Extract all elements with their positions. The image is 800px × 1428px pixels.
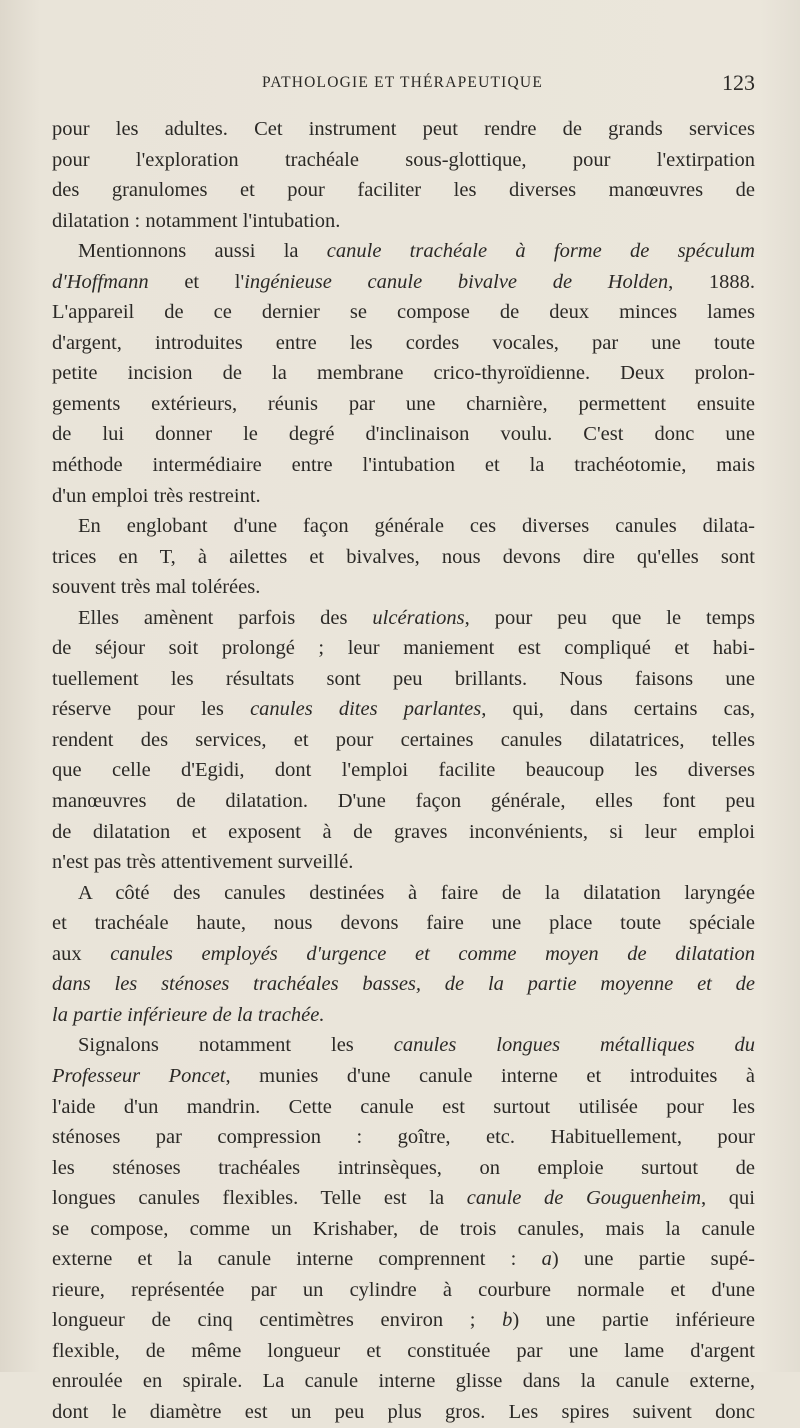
text-line xyxy=(52,572,755,603)
italic-text: ulcérations xyxy=(372,606,465,629)
page-number: 123 xyxy=(722,70,755,95)
text-line xyxy=(52,755,755,786)
text-run: , pour peu que le temps xyxy=(464,606,755,629)
page-header xyxy=(50,70,755,102)
text-line xyxy=(52,267,755,298)
italic-text: canules employés d'urgence et comme moyen de dilatation xyxy=(110,942,755,965)
text-run: , 1888. xyxy=(668,270,756,293)
text-run: externe et la canule interne comprennent : xyxy=(52,1248,542,1271)
text-run: de lui donner le degré d'inclinaison voulu. C'est donc une xyxy=(52,423,755,446)
text-run: d'argent, introduites entre les cordes vocales, par une toute xyxy=(52,331,755,354)
text-run: gements extérieurs, réunis par une charnière, permettent ensuite xyxy=(52,392,755,415)
text-line xyxy=(52,664,755,695)
text-line xyxy=(52,1244,755,1275)
text-run: Elles amènent parfois des xyxy=(78,606,373,629)
italic-text: canule de Gouguenheim xyxy=(466,1187,702,1210)
text-line xyxy=(52,847,755,878)
text-line xyxy=(52,236,755,267)
text-line xyxy=(52,1061,755,1092)
italic-text: a xyxy=(541,1248,552,1271)
text-run: et l' xyxy=(148,270,245,293)
text-line xyxy=(52,297,755,328)
text-run: A côté des canules destinées à faire de la dilatation laryngée xyxy=(78,881,755,904)
text-run: aux xyxy=(52,942,111,965)
text-run: flexible, de même longueur et constituée par une lame d'argent xyxy=(52,1339,755,1362)
text-line xyxy=(52,1336,755,1367)
text-run: l'aide d'un mandrin. Cette canule est surtout utilisée pour les xyxy=(52,1095,755,1118)
text-run: longueur de cinq centimètres environ ; xyxy=(52,1309,503,1332)
text-run: dilatation : notamment l'intubation. xyxy=(52,209,341,232)
text-line xyxy=(52,358,755,389)
italic-text: canules dites parlantes xyxy=(250,698,482,721)
italic-text: b xyxy=(502,1309,513,1332)
text-line xyxy=(52,389,755,420)
text-run: dont le diamètre est un peu plus gros. Les spires suivent donc xyxy=(52,1400,755,1423)
text-run: trices en T, à ailettes et bivalves, nous devons dire qu'elles sont xyxy=(52,545,755,568)
italic-text: la partie inférieure de la trachée. xyxy=(52,1003,325,1026)
text-line xyxy=(52,145,755,176)
text-run: , munies d'une canule interne et introduites à xyxy=(225,1064,755,1087)
italic-text: Professeur Poncet xyxy=(52,1064,226,1087)
text-line xyxy=(52,542,755,573)
text-line xyxy=(52,725,755,756)
running-title: PATHOLOGIE ET THÉRAPEUTIQUE xyxy=(262,74,543,91)
text-run: longues canules flexibles. Telle est la xyxy=(52,1187,467,1210)
text-line xyxy=(52,328,755,359)
text-line xyxy=(52,1153,755,1184)
text-line xyxy=(52,1000,755,1031)
italic-text: ingénieuse canule bivalve de Holden xyxy=(244,270,669,293)
text-line xyxy=(52,908,755,939)
text-line xyxy=(52,114,755,145)
text-line xyxy=(52,1366,755,1397)
text-run: Mentionnons aussi la xyxy=(78,240,327,263)
text-run: manœuvres de dilatation. D'une façon générale, elles font peu xyxy=(52,790,755,813)
text-line xyxy=(52,939,755,970)
text-run: L'appareil de ce dernier se compose de deux minces lames xyxy=(52,301,755,324)
body-text xyxy=(52,114,755,1428)
text-run: réserve pour les xyxy=(52,698,251,721)
text-line xyxy=(52,1183,755,1214)
text-line xyxy=(52,633,755,664)
text-line xyxy=(52,175,755,206)
text-run: méthode intermédiaire entre l'intubation et la trachéotomie, mais xyxy=(52,454,755,477)
text-run: petite incision de la membrane crico-thyroïdienne. Deux prolon- xyxy=(52,362,755,385)
text-line xyxy=(52,817,755,848)
text-run: En englobant d'une façon générale ces diverses canules dilata- xyxy=(78,515,755,538)
text-line xyxy=(52,603,755,634)
text-line xyxy=(52,878,755,909)
text-line xyxy=(52,511,755,542)
text-line xyxy=(52,1275,755,1306)
text-line xyxy=(52,786,755,817)
text-run: pour l'exploration trachéale sous-glottique, pour l'extirpation xyxy=(52,148,755,171)
text-run: de dilatation et exposent à de graves inconvénients, si leur emploi xyxy=(52,820,755,843)
text-run: n'est pas très attentivement surveillé. xyxy=(52,851,354,874)
text-run: d'un emploi très restreint. xyxy=(52,484,261,507)
text-run: se compose, comme un Krishaber, de trois canules, mais la canule xyxy=(52,1217,755,1240)
text-run: ) une partie supé- xyxy=(551,1248,756,1271)
text-run: , qui, dans certains cas, xyxy=(481,698,755,721)
text-run: , qui xyxy=(701,1187,755,1210)
text-line xyxy=(52,1397,755,1428)
text-line xyxy=(52,1305,755,1336)
text-line xyxy=(52,1030,755,1061)
italic-text: canules longues métalliques du xyxy=(393,1034,755,1057)
text-run: enroulée en spirale. La canule interne glisse dans la canule externe, xyxy=(52,1370,755,1393)
italic-text: dans les sténoses trachéales basses, de la partie moyenne et de xyxy=(52,973,755,996)
italic-text: d'Hoffmann xyxy=(52,270,149,293)
text-run: les sténoses trachéales intrinsèques, on emploie surtout de xyxy=(52,1156,755,1179)
text-line xyxy=(52,481,755,512)
text-run: pour les adultes. Cet instrument peut rendre de grands services xyxy=(52,118,755,140)
text-run: et trachéale haute, nous devons faire une place toute spéciale xyxy=(52,912,755,935)
text-line xyxy=(52,1092,755,1123)
text-run: tuellement les résultats sont peu brillants. Nous faisons une xyxy=(52,667,755,690)
text-run: que celle d'Egidi, dont l'emploi facilite beaucoup les diverses xyxy=(52,759,755,782)
text-run: rieure, représentée par un cylindre à courbure normale et d'une xyxy=(52,1278,755,1301)
text-line xyxy=(52,969,755,1000)
text-run: de séjour soit prolongé ; leur maniement est compliqué et habi- xyxy=(52,637,755,660)
text-line xyxy=(52,694,755,725)
text-run: ) une partie inférieure xyxy=(512,1309,755,1332)
text-line xyxy=(52,206,755,237)
text-run: des granulomes et pour faciliter les diverses manœuvres de xyxy=(52,179,755,202)
text-run: rendent des services, et pour certaines canules dilatatrices, telles xyxy=(52,728,755,751)
text-line xyxy=(52,419,755,450)
text-line xyxy=(52,1214,755,1245)
text-line xyxy=(52,450,755,481)
italic-text: canule trachéale à forme de spéculum xyxy=(326,240,755,263)
text-run: sténoses par compression : goître, etc. Habituellement, pour xyxy=(52,1126,755,1149)
text-run: souvent très mal tolérées. xyxy=(52,576,261,599)
text-line xyxy=(52,1122,755,1153)
text-run: Signalons notamment les xyxy=(78,1034,394,1057)
